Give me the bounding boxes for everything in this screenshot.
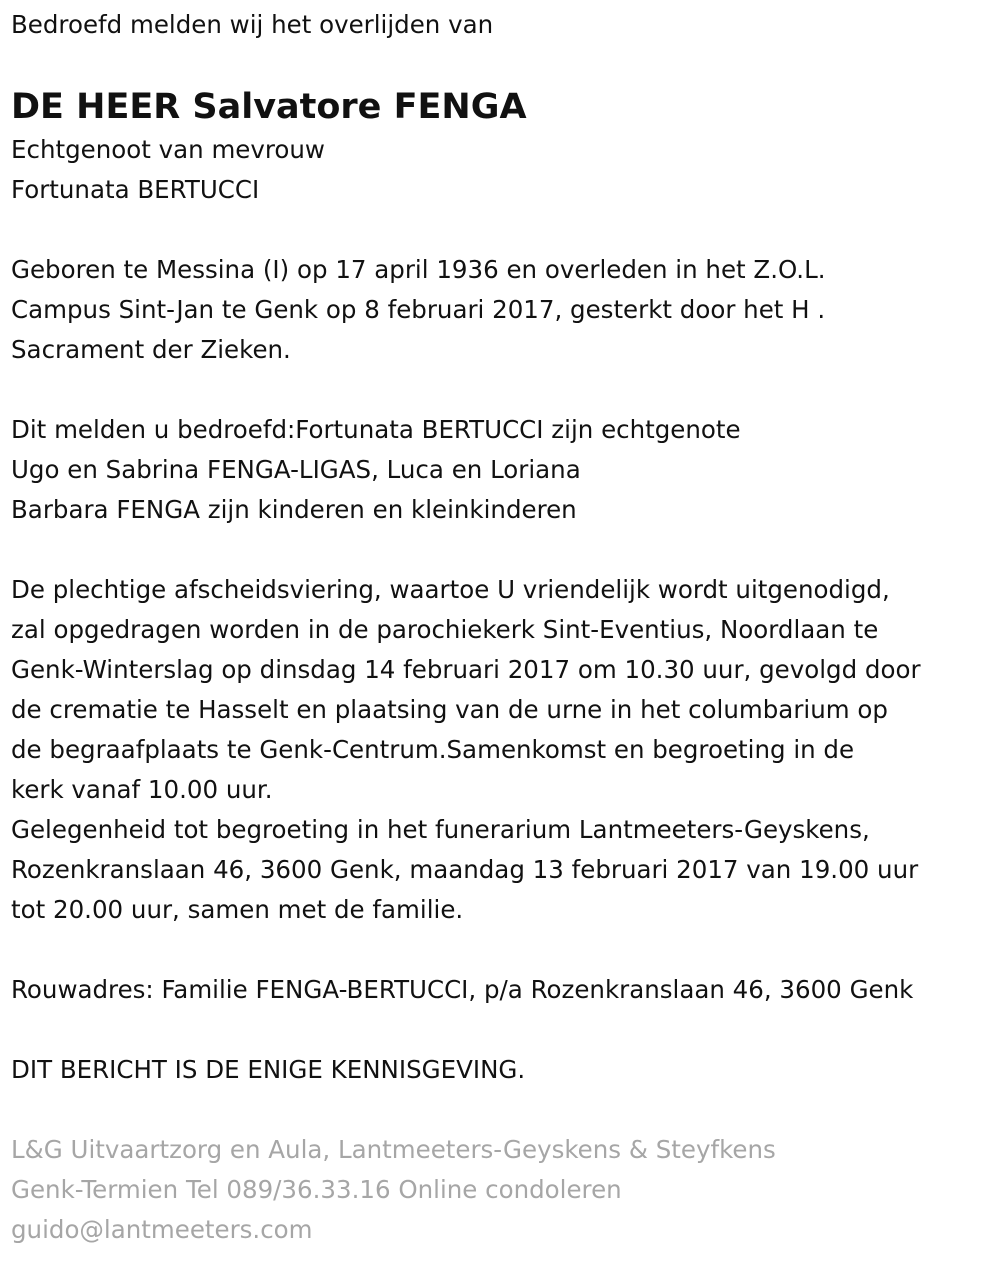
family-line: Ugo en Sabrina FENGA-LIGAS, Luca en Loriana bbox=[11, 455, 581, 484]
spouse-block bbox=[11, 130, 996, 210]
ceremony-line: Rozenkranslaan 46, 3600 Genk, maandag 13 februari 2017 van 19.00 uur bbox=[11, 855, 919, 884]
only-notice-statement: DIT BERICHT IS DE ENIGE KENNISGEVING. bbox=[11, 1055, 526, 1084]
funeral-home-email: guido@lantmeeters.com bbox=[11, 1215, 313, 1244]
funeral-home-footer bbox=[11, 1130, 996, 1250]
birth-death-line: Campus Sint-Jan te Genk op 8 februari 2017, gesterkt door het H . bbox=[11, 295, 826, 324]
funeral-home-line: L&G Uitvaartzorg en Aula, Lantmeeters-Geyskens & Steyfkens bbox=[11, 1135, 776, 1164]
family-line: Barbara FENGA zijn kinderen en kleinkinderen bbox=[11, 495, 577, 524]
birth-death-block bbox=[11, 250, 996, 370]
intro-text: Bedroefd melden wij het overlijden van bbox=[11, 10, 494, 39]
spouse-line: Fortunata BERTUCCI bbox=[11, 175, 260, 204]
ceremony-line: Genk-Winterslag op dinsdag 14 februari 2017 om 10.30 uur, gevolgd door bbox=[11, 655, 921, 684]
ceremony-line: Gelegenheid tot begroeting in het funerarium Lantmeeters-Geyskens, bbox=[11, 815, 870, 844]
birth-death-line: Geboren te Messina (I) op 17 april 1936 en overleden in het Z.O.L. bbox=[11, 255, 826, 284]
ceremony-line: tot 20.00 uur, samen met de familie. bbox=[11, 895, 464, 924]
family-block bbox=[11, 410, 996, 530]
birth-death-line: Sacrament der Zieken. bbox=[11, 335, 291, 364]
ceremony-line: De plechtige afscheidsviering, waartoe U vriendelijk wordt uitgenodigd, bbox=[11, 575, 890, 604]
obituary-notice bbox=[11, 0, 996, 1250]
spouse-line: Echtgenoot van mevrouw bbox=[11, 135, 325, 164]
mourning-address: Rouwadres: Familie FENGA-BERTUCCI, p/a Rozenkranslaan 46, 3600 Genk bbox=[11, 975, 914, 1004]
funeral-home-line: Genk-Termien Tel 089/36.33.16 Online condoleren bbox=[11, 1175, 622, 1204]
ceremony-line: zal opgedragen worden in de parochiekerk Sint-Eventius, Noordlaan te bbox=[11, 615, 879, 644]
family-line: Dit melden u bedroefd:Fortunata BERTUCCI zijn echtgenote bbox=[11, 415, 741, 444]
ceremony-line: de crematie te Hasselt en plaatsing van de urne in het columbarium op bbox=[11, 695, 888, 724]
ceremony-block bbox=[11, 570, 996, 930]
deceased-name: DE HEER Salvatore FENGA bbox=[11, 87, 527, 127]
ceremony-line: kerk vanaf 10.00 uur. bbox=[11, 775, 273, 804]
ceremony-line: de begraafplaats te Genk-Centrum.Samenkomst en begroeting in de bbox=[11, 735, 855, 764]
